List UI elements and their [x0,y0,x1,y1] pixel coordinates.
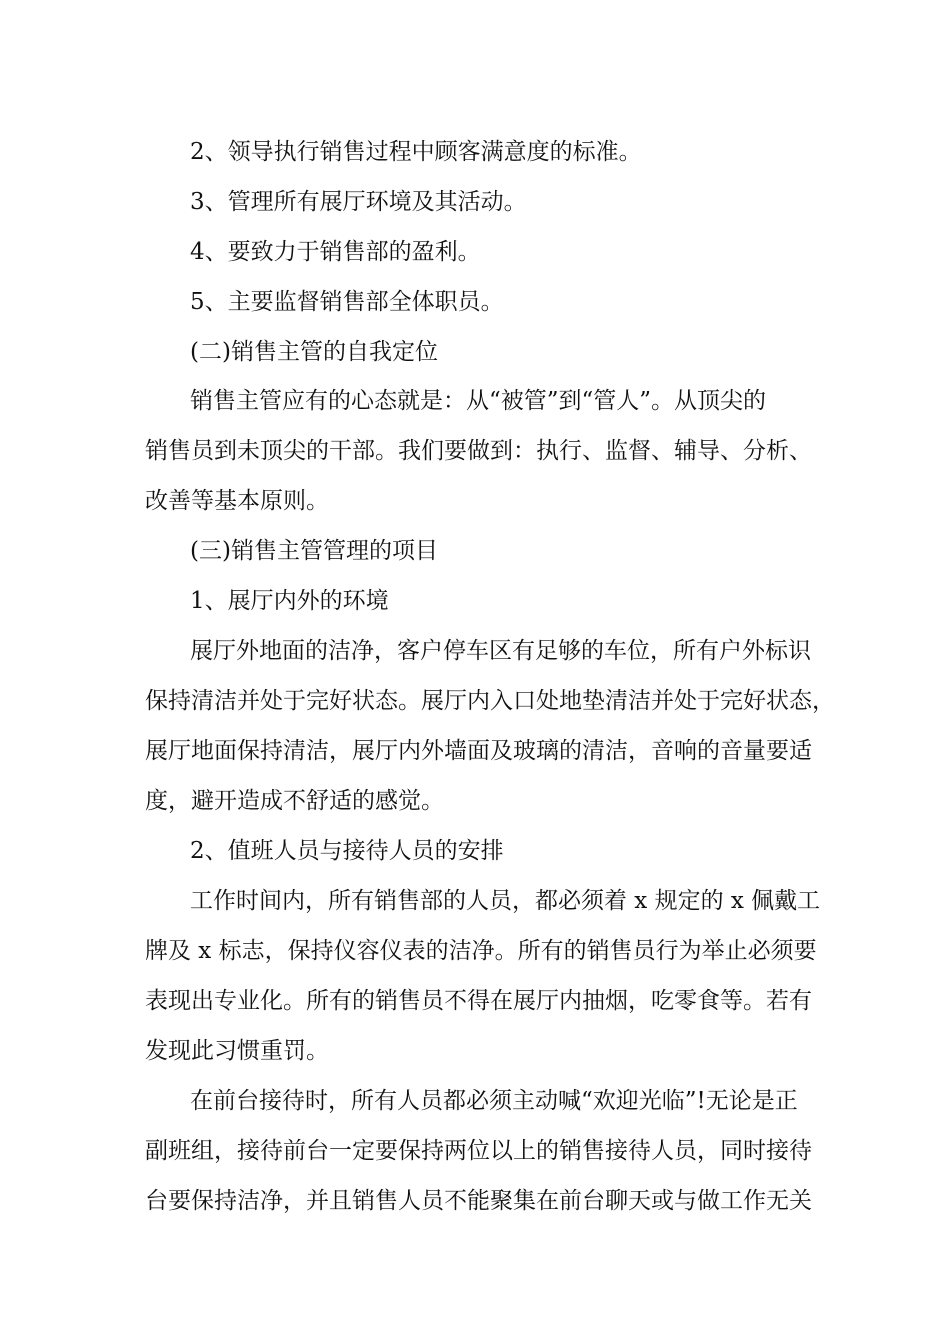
paragraph-line: 发现此习惯重罚。 [145,1038,329,1064]
paragraph-line: 销售员到未顶尖的干部。我们要做到：执行、监督、辅导、分析、 [145,438,812,464]
subheading-2: 2、值班人员与接待人员的安排 [190,838,504,864]
paragraph-line: 销售主管应有的心态就是：从“被管”到“管人”。从顶尖的 [190,388,767,414]
paragraph-line: 展厅外地面的洁净，客户停车区有足够的车位，所有户外标识 [190,638,811,664]
paragraph-line: 保持清洁并处于完好状态。展厅内入口处地垫清洁并处于完好状态， [145,688,835,714]
section-heading-3: (三)销售主管管理的项目 [190,538,438,564]
section-heading-2: (二)销售主管的自我定位 [190,339,438,365]
paragraph-line: 在前台接待时，所有人员都必须主动喊“欢迎光临”!无论是正 [190,1088,798,1114]
subheading-1: 1、展厅内外的环境 [190,588,389,614]
list-item-3: 3、管理所有展厅环境及其活动。 [190,189,527,215]
paragraph-line: 副班组，接待前台一定要保持两位以上的销售接待人员，同时接待 [145,1138,812,1164]
paragraph-line: 台要保持洁净，并且销售人员不能聚集在前台聊天或与做工作无关 [145,1188,812,1214]
list-item-5: 5、主要监督销售部全体职员。 [190,289,504,315]
list-item-2: 2、领导执行销售过程中顾客满意度的标准。 [190,139,642,165]
list-item-4: 4、要致力于销售部的盈利。 [190,239,481,265]
paragraph-line: 展厅地面保持清洁，展厅内外墙面及玻璃的清洁，音响的音量要适 [145,738,812,764]
paragraph-line: 表现出专业化。所有的销售员不得在展厅内抽烟，吃零食等。若有 [145,988,812,1014]
paragraph-line: 改善等基本原则。 [145,488,329,514]
paragraph-line: 牌及 x 标志，保持仪容仪表的洁净。所有的销售员行为举止必须要 [145,938,817,964]
paragraph-line: 度，避开造成不舒适的感觉。 [145,788,444,814]
paragraph-line: 工作时间内，所有销售部的人员，都必须着 x 规定的 x 佩戴工 [190,888,821,914]
